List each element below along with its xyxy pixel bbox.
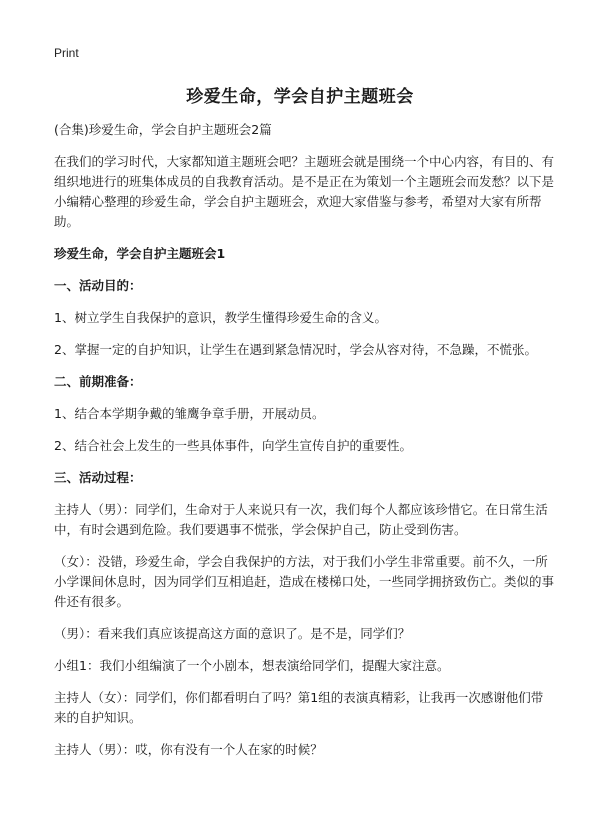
heading-process: 三、活动过程： bbox=[54, 470, 142, 485]
document-body bbox=[54, 120, 554, 772]
section-title: 珍爱生命，学会自护主题班会1 bbox=[54, 246, 226, 261]
paragraph-host-male-2: （男）：看来我们真应该提高这方面的意识了。是不是，同学们？ bbox=[54, 626, 411, 641]
paragraph-host-female-1: （女）：没错，珍爱生命，学会自我保护的方法，对于我们小学生非常重要。前不久，一所小学课间休息时，因为同学们互相追赶，造成在楼梯口处，一些同学拥挤致伤亡。类似的事件还有很多。 bbox=[54, 554, 555, 609]
paragraph-prep-1: 1、结合本学期争戴的雏鹰争章手册，开展动员。 bbox=[54, 406, 325, 421]
paragraph-host-male-3: 主持人（男）：哎，你有没有一个人在家的时候？ bbox=[54, 742, 323, 757]
intro-paragraph: 在我们的学习时代，大家都知道主题班会吧？主题班会就是围绕一个中心内容，有目的、有组织地进行的班集体成员的自我教育活动。是不是正在为策划一个主题班会而发愁？以下是小编精心整理的珍爱生命，学会自护主题班会，欢迎大家借鉴与参考，希望对大家有所帮助。 bbox=[54, 154, 555, 229]
paragraph-host-female-2: 主持人（女）：同学们，你们都看明白了吗？第1组的表演真精彩，让我再一次感谢他们带来的自护知识。 bbox=[54, 690, 544, 725]
paragraph-goal-2: 2、掌握一定的自护知识，让学生在遇到紧急情况时，学会从容对待，不急躁，不慌张。 bbox=[54, 342, 537, 357]
paragraph-goal-1: 1、树立学生自我保护的意识，教学生懂得珍爱生命的含义。 bbox=[54, 310, 387, 325]
print-link[interactable]: Print bbox=[54, 46, 79, 60]
page-title: 珍爱生命，学会自护主题班会 bbox=[186, 87, 414, 107]
heading-preparation: 二、前期准备： bbox=[54, 374, 142, 389]
document-subtitle: (合集)珍爱生命，学会自护主题班会2篇 bbox=[54, 122, 272, 137]
paragraph-group-1: 小组1：我们小组编演了一个小剧本，想表演给同学们，提醒大家注意。 bbox=[54, 658, 450, 673]
paragraph-host-male-1: 主持人（男）：同学们，生命对于人来说只有一次，我们每个人都应该珍惜它。在日常生活中，有时会遇到危险。我们要遇事不慌张，学会保护自己，防止受到伤害。 bbox=[54, 502, 548, 537]
paragraph-prep-2: 2、结合社会上发生的一些具体事件，向学生宣传自护的重要性。 bbox=[54, 438, 412, 453]
heading-goals: 一、活动目的： bbox=[54, 278, 142, 293]
